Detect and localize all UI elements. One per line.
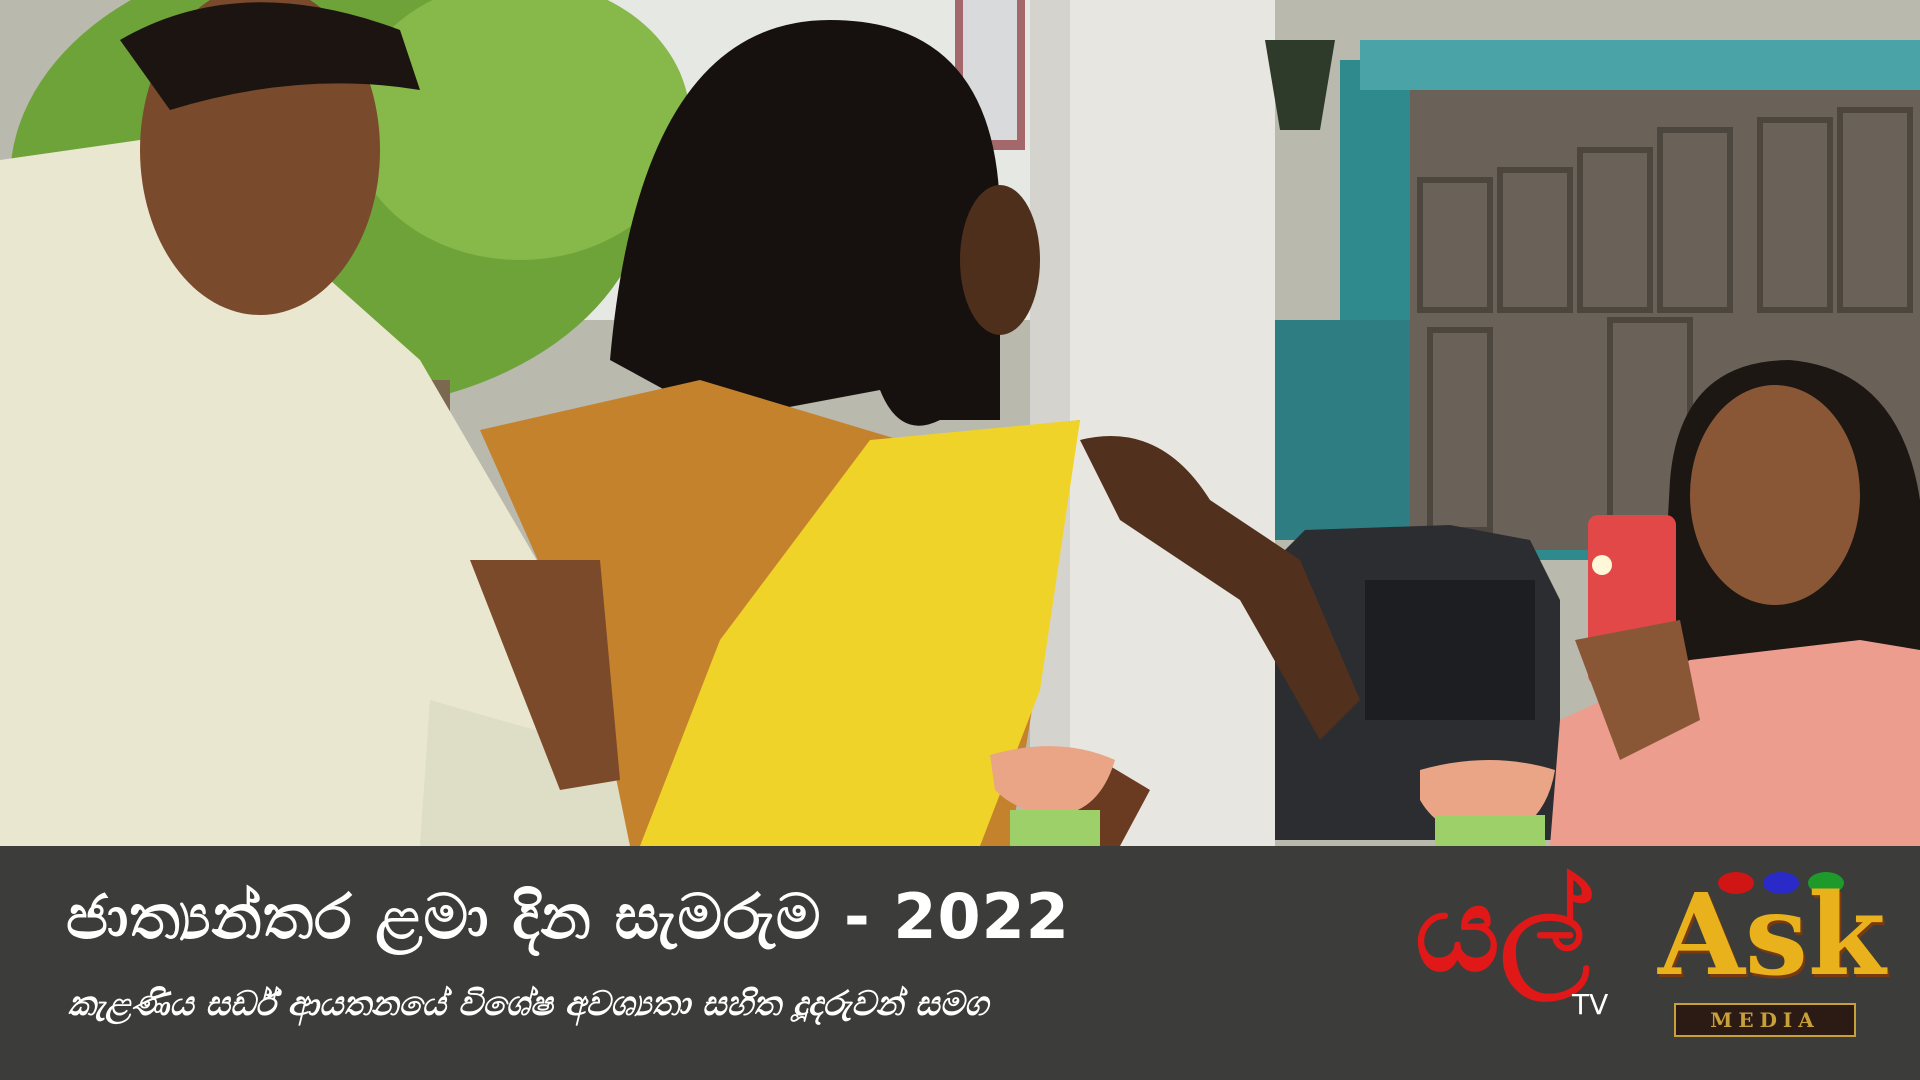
child-head — [960, 185, 1040, 335]
ask-media-logo: Ask — [1658, 870, 1886, 1001]
caption-subtitle: කැළණිය සර්ඩ් ආයතනයේ විශේෂ අවශ්‍යතා සහිත දූදරුවන් සමග — [68, 984, 989, 1024]
tv-label: TV — [1572, 988, 1609, 1021]
lamp-stand — [1435, 815, 1545, 846]
yal-tv-logo: යල් — [1415, 860, 1590, 998]
caption-title: ජාත්‍යන්තර ළමා දින සැමරුම - 2022 — [66, 880, 1070, 953]
right-woman-face — [1690, 385, 1860, 605]
lamp-stand — [1010, 810, 1100, 846]
media-label: MEDIA — [1674, 1003, 1856, 1037]
